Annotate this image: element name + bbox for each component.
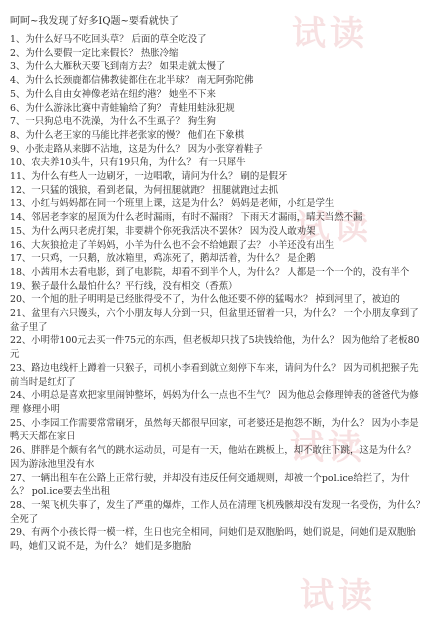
- list-item: 6、为什么游泳比赛中青蛙输给了狗？ 青蛙用蛙泳犯规: [10, 102, 235, 114]
- list-item: 21、盆里有六只馒头，六个小朋友每人分到一只，但盆里还留着一只，为什么？ 一个小朋友拿到了盆子里了: [10, 308, 419, 333]
- list-item: 11、为什么有些人一边刷牙，一边唱歌，请问为什么？ 刷的是假牙: [10, 171, 288, 183]
- list-item: 19、猴子最什么最怕什么？平行线，没有相交（香蕉）: [10, 280, 238, 292]
- list-item: 7、一只狗总电不洗澡，为什么不生虱子？ 狗生狗: [10, 116, 216, 128]
- list-item: 27、一辆出租车在公路上正常行驶，并却没有违反任何交通规则，却被一个pol.ice给拦了，为什么？ pol.ice要去坐出租: [10, 472, 410, 498]
- list-item: 17、一只鸡，一只鹅，放冰箱里，鸡冻死了，鹅却活着，为什么？ 是企鹅: [10, 253, 316, 265]
- list-item: 13、小红与妈妈都在同一个班里上课，这是为什么？ 妈妈是老师，小红是学生: [10, 198, 335, 210]
- list-item: 1、为什么好马不吃回头草？ 后面的草全吃没了: [10, 34, 207, 45]
- list-item: 26、胖胖是个颇有名气的跳水运动员，可是有一天，他站在跳板上，却不敢往下跳，这是为什么？ 因为游泳池里没有水: [10, 445, 416, 470]
- list-item: 3、为什么大雁秋天要飞到南方去？ 如果走就太慢了: [10, 61, 226, 73]
- list-item: 24、小明总是喜欢把家里闹钟整坏，妈妈为什么一点也不生气？ 因为他总会修理钟表的爸爸代为修理 修理小明: [10, 390, 419, 415]
- list-item: 20、一个旭的肚子明明是已经胀得受不了，为什么他还要不停的猛喝水？ 掉到河里了，被迫的: [10, 294, 400, 306]
- list-item: 12、一只猛的饿狼，看到老鼠，为何扭腿就跑？ 扭腿就跑过去抓: [10, 184, 279, 196]
- list-item: 23、路边电线杆上蹲着一只猴子，司机小李看到就立刻停下车来，请问为什么？ 因为司机把猴子先前当时是红灯了: [10, 362, 419, 388]
- list-item: 25、小李园工作需要常常刷牙，虽然每天都很早回家，可老婆还是抱怨不断，为什么？ 因为小李是鸭天天都在家日: [10, 417, 419, 443]
- list-item: 16、大灰狼抢走了羊妈妈，小羊为什么也不会不给她跟了去？ 小羊还没有出生: [10, 239, 335, 251]
- watermark: 试读: [300, 576, 376, 616]
- list-item: 15、为什么两只老虎打架，非要耕个你死我活决不罢休？ 因为没人敢劝架: [10, 225, 316, 237]
- watermark: 试读: [296, 208, 372, 248]
- page-title: 呵呵~我发现了好多IQ题~要看就快了: [10, 16, 179, 27]
- list-item: 14、邻居老李家的屋顶为什么老时漏雨，有时不漏雨？ 下雨天才漏雨，晴天当然不漏: [10, 212, 363, 224]
- list-item: 8、为什么老王家的马能比拌老张家的慢？ 他们在下象棋: [10, 129, 244, 141]
- watermark: 试读: [290, 428, 366, 468]
- list-item: 10、农夫养10头牛，只有19只角，为什么？ 有一只犀牛: [10, 157, 246, 169]
- list-item: 28、一架飞机失事了，发生了严重的爆炸，工作人员在清理飞机残骸却没有发现一名受伤，为什么？ 全死了: [10, 499, 426, 525]
- list-item: 2、为什么要假一定比来假长？ 热胀冷缩: [10, 47, 179, 59]
- list-item: 5、为什么自由女神像老站在纽约港？ 她坐不下来: [10, 88, 216, 100]
- riddle-list: [10, 33, 426, 554]
- list-item: 18、小茜用木去看电影，到了电影院，却看不到半个人，为什么？ 人都是一个一个的，没有半个: [10, 266, 410, 278]
- list-item: 4、为什么长颈鹿都信佛教徒都住在北半球？ 南无阿弥陀佛: [10, 75, 254, 87]
- watermark: 试读: [292, 14, 368, 54]
- list-item: 9、小张走路从来脚不沾地，这是为什么？ 因为小张穿着鞋子: [10, 143, 263, 155]
- list-item: 29、有两个小孩长得一模一样，生日也完全相同，问她们是双胞胎吗，她们说是，问她们是双胞胎吗，她们又说不是，为什么？ 她们是多胞胎: [10, 527, 416, 553]
- list-item: 22、小明带100元去买一件75元的东西，但老板却只找了5块钱给他，为什么？ 因为他给了老板80元: [10, 335, 420, 361]
